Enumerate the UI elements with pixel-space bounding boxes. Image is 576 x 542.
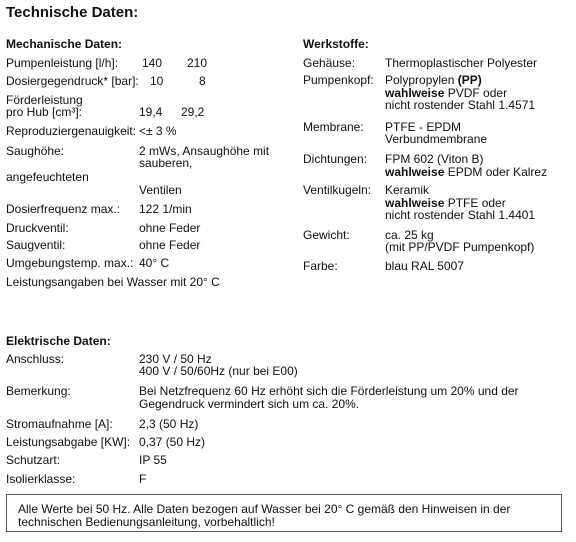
mech-value-dosierfrequenz: 122 1/min bbox=[139, 202, 192, 216]
note-box bbox=[6, 494, 562, 532]
mech-value-druckventil: ohne Feder bbox=[139, 221, 201, 235]
mat-value-gehaeuse: Thermoplastischer Polyester bbox=[385, 56, 538, 70]
mech-value-umgebungstemp: 40° C bbox=[139, 256, 170, 270]
mat-label-farbe: Farbe: bbox=[303, 259, 338, 273]
page-title: Technische Daten: bbox=[6, 4, 139, 21]
mech-label-pro-hub: pro Hub [cm³]: bbox=[6, 105, 83, 119]
mat-label-dichtungen: Dichtungen: bbox=[303, 152, 368, 166]
mechanical-heading: Mechanische Daten: bbox=[6, 37, 123, 51]
mech-label-dosiergegendruck: Dosiergegendruck* [bar]: bbox=[6, 74, 139, 88]
mat-value-pumpenkopf-2: wahlweise PVDF oder bbox=[385, 86, 508, 100]
mat-value-gewicht-1: ca. 25 kg bbox=[385, 228, 434, 242]
mech-value-pumpenleistung-140: 140 bbox=[142, 56, 163, 70]
elec-value-anschluss-1: 230 V / 50 Hz bbox=[139, 352, 212, 366]
mech-value-dosiergegendruck-8: 8 bbox=[199, 74, 206, 88]
elec-value-anschluss-2: 400 V / 50/60Hz (nur bei E00) bbox=[139, 364, 298, 378]
mech-label-umgebungstemp: Umgebungstemp. max.: bbox=[6, 256, 134, 270]
elec-value-stromaufnahme: 2,3 (50 Hz) bbox=[139, 417, 199, 431]
mat-value-dichtungen-2: wahlweise EPDM oder Kalrez bbox=[385, 165, 548, 179]
mech-label-foerderleistung: Förderleistung bbox=[6, 93, 83, 107]
mat-label-gewicht: Gewicht: bbox=[303, 228, 350, 242]
mech-label-pumpenleistung: Pumpenleistung [l/h]: bbox=[6, 56, 119, 70]
mat-label-gehaeuse: Gehäuse: bbox=[303, 56, 356, 70]
mat-value-dichtungen-1: FPM 602 (Viton B) bbox=[385, 152, 484, 166]
mat-label-membrane: Membrane: bbox=[303, 120, 364, 134]
mat-value-pumpenkopf-1: Polypropylen (PP) bbox=[385, 73, 482, 87]
mech-value-pumpenleistung-210: 210 bbox=[187, 56, 208, 70]
mat-value-gewicht-2: (mit PP/PVDF Pumpenkopf) bbox=[385, 240, 535, 254]
mat-value-membrane-2: Verbundmembrane bbox=[385, 132, 488, 146]
mech-label-dosierfrequenz: Dosierfrequenz max.: bbox=[6, 202, 121, 216]
electrical-heading: Elektrische Daten: bbox=[6, 334, 111, 348]
mat-value-ventilkugeln-3: nicht rostender Stahl 1.4401 bbox=[385, 208, 536, 222]
mech-value-saugventil: ohne Feder bbox=[139, 238, 201, 252]
mat-value-ventilkugeln-2: wahlweise PTFE oder bbox=[385, 196, 506, 210]
mat-label-ventilkugeln: Ventilkugeln: bbox=[303, 183, 372, 197]
mech-label-saughoehe: Saughöhe: bbox=[6, 144, 65, 158]
elec-value-schutzart: IP 55 bbox=[139, 453, 167, 467]
mech-label-saughoehe-cont: angefeuchteten bbox=[6, 170, 89, 184]
elec-label-bemerkung: Bemerkung: bbox=[6, 384, 71, 398]
mech-value-saughoehe-3: Ventilen bbox=[139, 183, 182, 197]
note-line-2: technischen Bedienungsanleitung, vorbehaltlich! bbox=[18, 515, 275, 529]
materials-heading: Werkstoffe: bbox=[303, 37, 369, 51]
mech-footnote: Leistungsangaben bei Wasser mit 20° C bbox=[6, 275, 220, 289]
mech-value-foerderleistung-2: 29,2 bbox=[181, 105, 205, 119]
mat-value-pumpenkopf-3: nicht rostender Stahl 1.4571 bbox=[385, 98, 536, 112]
mat-value-membrane-1: PTFE - EPDM bbox=[385, 120, 462, 134]
elec-value-isolierklasse: F bbox=[139, 472, 147, 486]
mech-label-saugventil: Saugventil: bbox=[6, 238, 66, 252]
mech-label-reproduziergenauigkeit: Reproduziergenauigkeit: bbox=[6, 124, 137, 138]
elec-label-leistungsabgabe: Leistungsabgabe [KW]: bbox=[6, 435, 131, 449]
note-line-1: Alle Werte bei 50 Hz. Alle Daten bezogen auf Wasser bei 20° C gemäß den Hinweisen in der bbox=[18, 502, 511, 516]
mat-label-pumpenkopf: Pumpenkopf: bbox=[303, 73, 374, 87]
mech-value-saughoehe-1: 2 mWs, Ansaughöhe mit bbox=[139, 144, 270, 158]
elec-value-bemerkung-1: Bei Netzfrequenz 60 Hz erhöht sich die Förderleistung um 20% und der bbox=[139, 384, 519, 398]
mat-value-ventilkugeln-1: Keramik bbox=[385, 183, 430, 197]
mech-value-saughoehe-2: sauberen, bbox=[139, 156, 193, 170]
mech-label-druckventil: Druckventil: bbox=[6, 221, 69, 235]
elec-label-isolierklasse: Isolierklasse: bbox=[6, 472, 76, 486]
elec-label-stromaufnahme: Stromaufnahme [A]: bbox=[6, 417, 113, 431]
mech-value-dosiergegendruck-10: 10 bbox=[150, 74, 164, 88]
elec-value-bemerkung-2: Gegendruck vermindert sich um ca. 20%. bbox=[139, 397, 360, 411]
mech-value-reproduziergenauigkeit: <± 3 % bbox=[139, 124, 177, 138]
elec-label-schutzart: Schutzart: bbox=[6, 453, 61, 467]
elec-value-leistungsabgabe: 0,37 (50 Hz) bbox=[139, 435, 206, 449]
elec-label-anschluss: Anschluss: bbox=[6, 352, 65, 366]
mat-value-farbe: blau RAL 5007 bbox=[385, 259, 464, 273]
mech-value-foerderleistung-1: 19,4 bbox=[139, 105, 163, 119]
